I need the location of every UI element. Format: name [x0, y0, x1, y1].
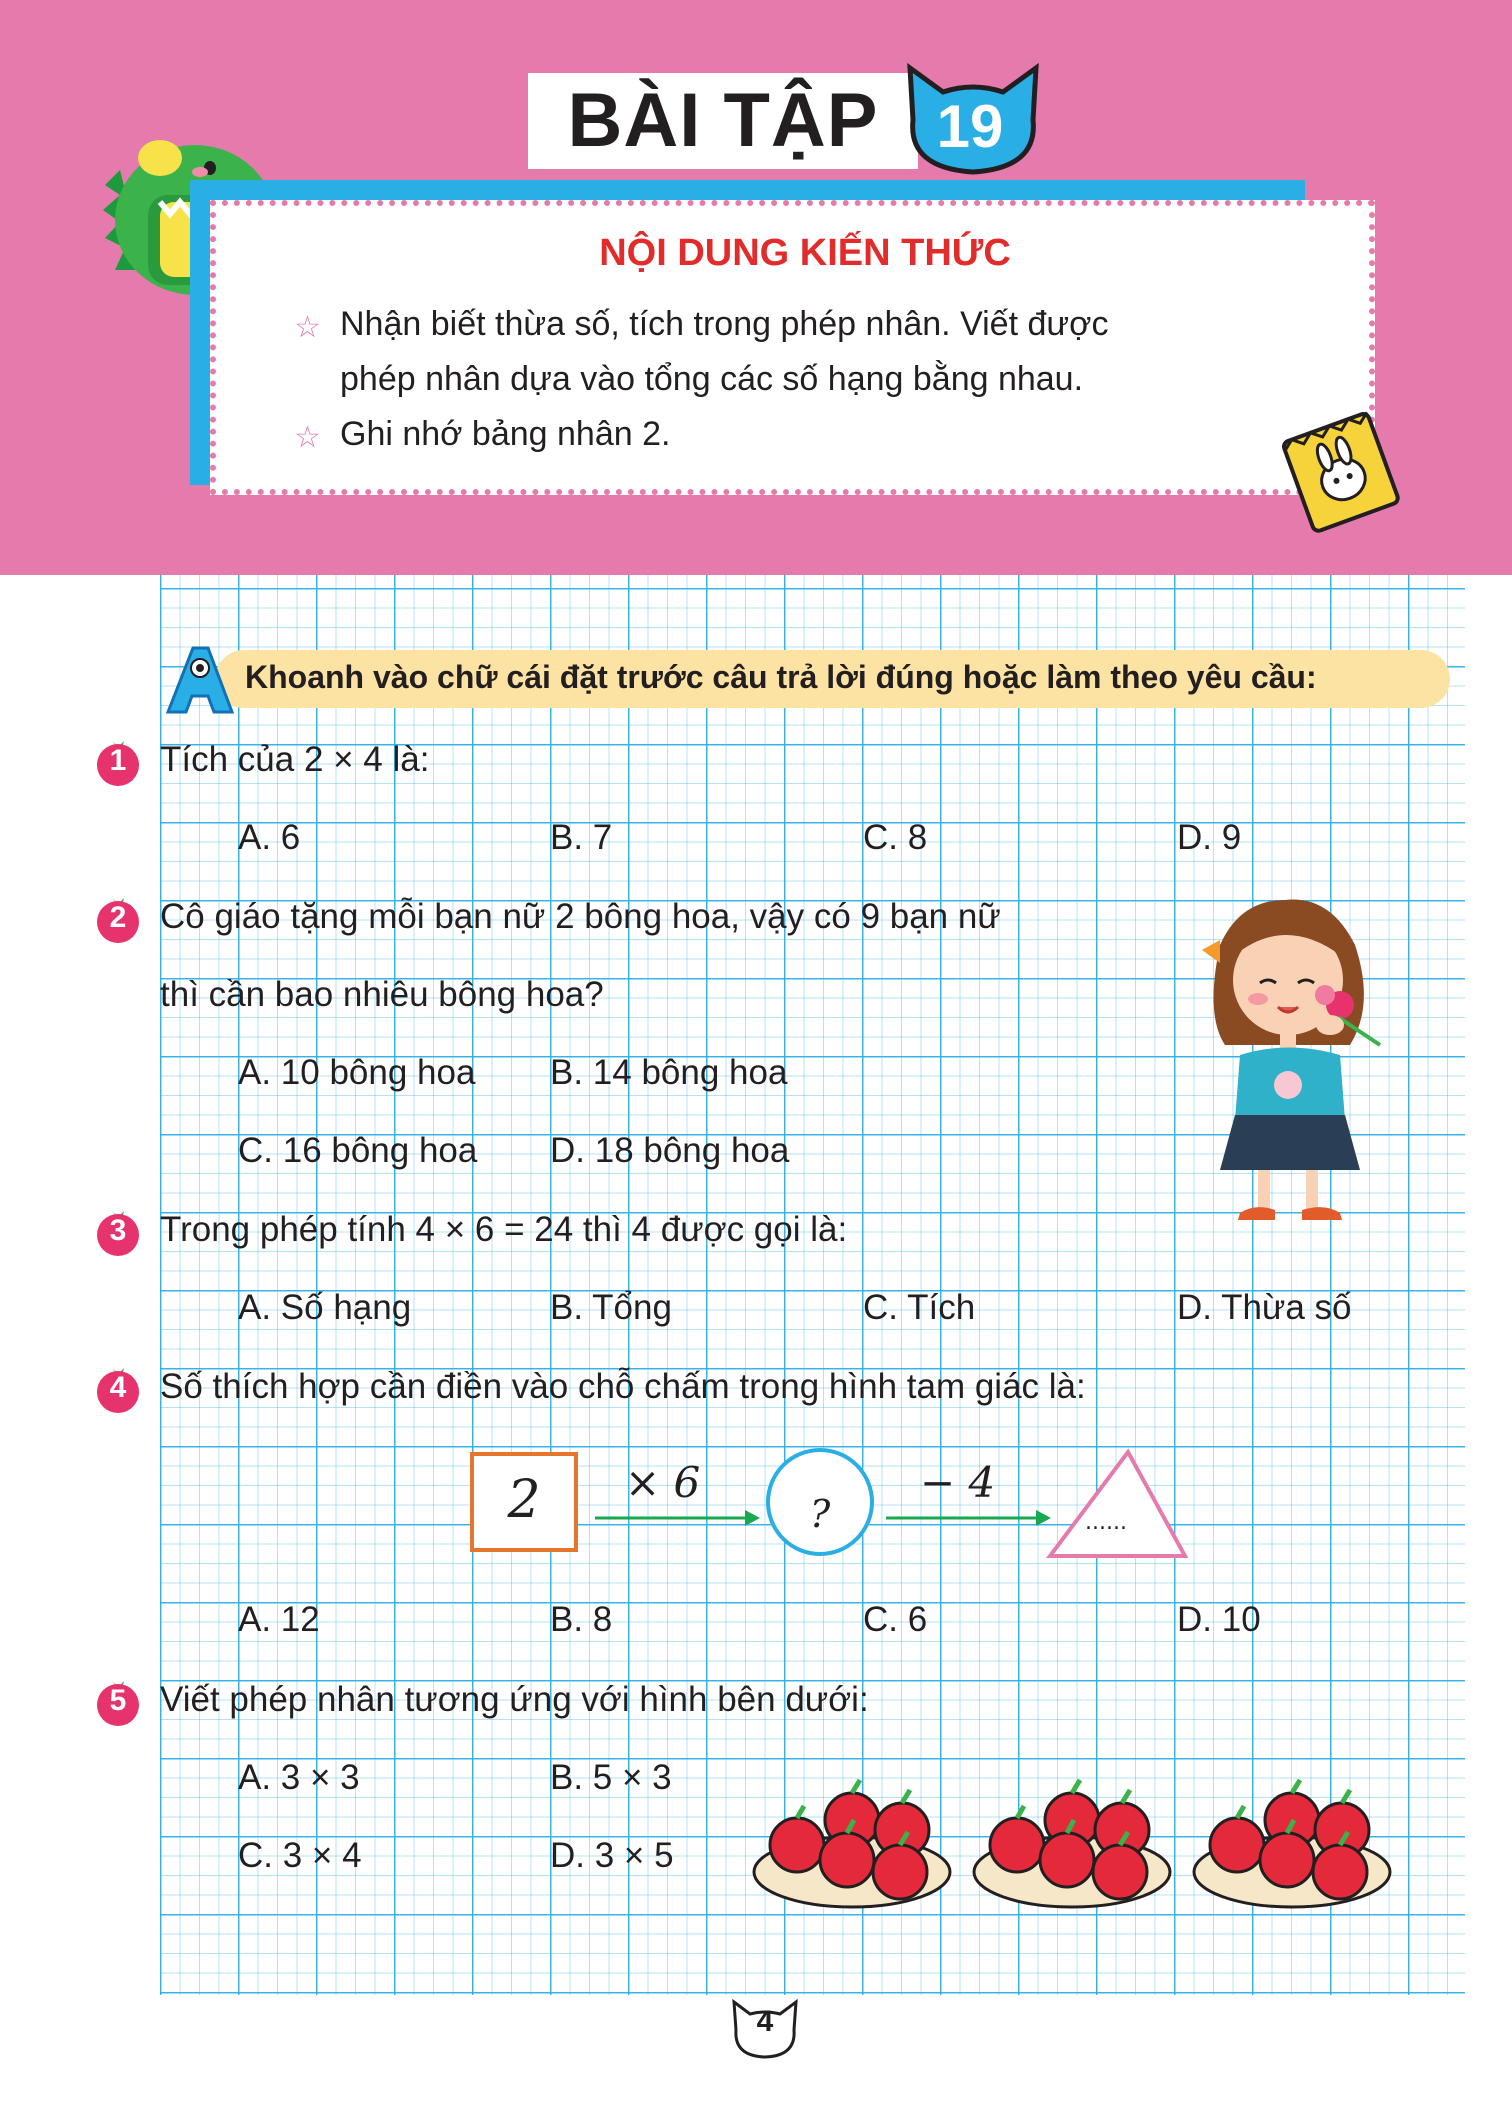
option-3a[interactable]: A. Số hạng	[238, 1288, 412, 1327]
option-5b[interactable]: B. 5 × 3	[550, 1758, 672, 1797]
option-1b[interactable]: B. 7	[550, 818, 613, 857]
question-1-text: Tích của 2 × 4 là:	[160, 740, 430, 779]
arrow-1-head	[745, 1510, 760, 1526]
question-number-badge	[92, 892, 144, 944]
star-icon: ☆	[294, 310, 321, 345]
diagram-op-1: × 6	[625, 1458, 701, 1507]
option-4b[interactable]: B. 8	[550, 1600, 613, 1639]
option-2a[interactable]: A. 10 bông hoa	[238, 1053, 476, 1092]
question-number-badge	[92, 735, 144, 787]
apple-plate-icon	[752, 1760, 952, 1910]
question-number: 1	[109, 744, 127, 777]
question-4-text: Số thích hợp cần điền vào chỗ chấm trong hình tam giác là:	[160, 1367, 1086, 1406]
girl-with-flowers-icon	[1180, 895, 1400, 1235]
question-number: 4	[109, 1371, 127, 1404]
option-2d[interactable]: D. 18 bông hoa	[550, 1131, 790, 1170]
option-4d[interactable]: D. 10	[1177, 1600, 1261, 1639]
end-triangle	[1050, 1452, 1185, 1556]
arrow-2-head	[1036, 1510, 1051, 1526]
apple-plate-icon	[1192, 1760, 1392, 1910]
diagram-mid-value[interactable]: ?	[809, 1492, 831, 1536]
page-number: 4	[756, 2005, 774, 2038]
option-3b[interactable]: B. Tổng	[550, 1288, 672, 1327]
option-5a[interactable]: A. 3 × 3	[238, 1758, 360, 1797]
question-number-badge	[92, 1205, 144, 1257]
option-5d[interactable]: D. 3 × 5	[550, 1836, 674, 1875]
knowledge-line-2: phép nhân dựa vào tổng các số hạng bằng nhau.	[340, 360, 1084, 398]
diagram-start-value: 2	[507, 1470, 541, 1530]
question-number: 3	[109, 1214, 127, 1247]
knowledge-line-1: Nhận biết thừa số, tích trong phép nhân. Viết được	[340, 305, 1109, 343]
option-1c[interactable]: C. 8	[863, 818, 928, 857]
diagram-op-2: − 4	[920, 1458, 996, 1507]
instruction-text: Khoanh vào chữ cái đặt trước câu trả lời đúng hoặc làm theo yêu cầu:	[245, 659, 1317, 695]
question-3-text: Trong phép tính 4 × 6 = 24 thì 4 được gọi là:	[160, 1210, 848, 1249]
exercise-number: 19	[936, 93, 1004, 160]
option-2b[interactable]: B. 14 bông hoa	[550, 1053, 788, 1092]
option-1a[interactable]: A. 6	[238, 818, 301, 857]
knowledge-title: NỘI DUNG KIẾN THỨC	[599, 232, 1011, 274]
question-number-badge	[92, 1362, 144, 1414]
option-3c[interactable]: C. Tích	[863, 1288, 976, 1327]
option-1d[interactable]: D. 9	[1177, 818, 1242, 857]
diagram-end-blank[interactable]: ......	[1085, 1510, 1127, 1535]
option-3d[interactable]: D. Thừa số	[1177, 1288, 1352, 1327]
question-2-text-line-1: Cô giáo tặng mỗi bạn nữ 2 bông hoa, vậy có 9 bạn nữ	[160, 897, 1001, 936]
option-4a[interactable]: A. 12	[238, 1600, 320, 1639]
question-number: 2	[109, 901, 127, 934]
question-5-text: Viết phép nhân tương ứng với hình bên dưới:	[160, 1680, 869, 1719]
question-number-badge	[92, 1675, 144, 1727]
knowledge-line-3: Ghi nhớ bảng nhân 2.	[340, 415, 671, 453]
option-4c[interactable]: C. 6	[863, 1600, 928, 1639]
option-2c[interactable]: C. 16 bông hoa	[238, 1131, 478, 1170]
option-5c[interactable]: C. 3 × 4	[238, 1836, 362, 1875]
snack-bag-icon	[1275, 405, 1405, 535]
question-2-text-line-2: thì cần bao nhiêu bông hoa?	[160, 975, 604, 1014]
star-icon: ☆	[294, 420, 321, 455]
title-plate	[528, 73, 918, 169]
page-title: BÀI TẬP	[567, 78, 879, 163]
apple-plate-icon	[972, 1760, 1172, 1910]
question-number: 5	[109, 1684, 127, 1717]
letter-a-badge-icon	[158, 640, 238, 720]
